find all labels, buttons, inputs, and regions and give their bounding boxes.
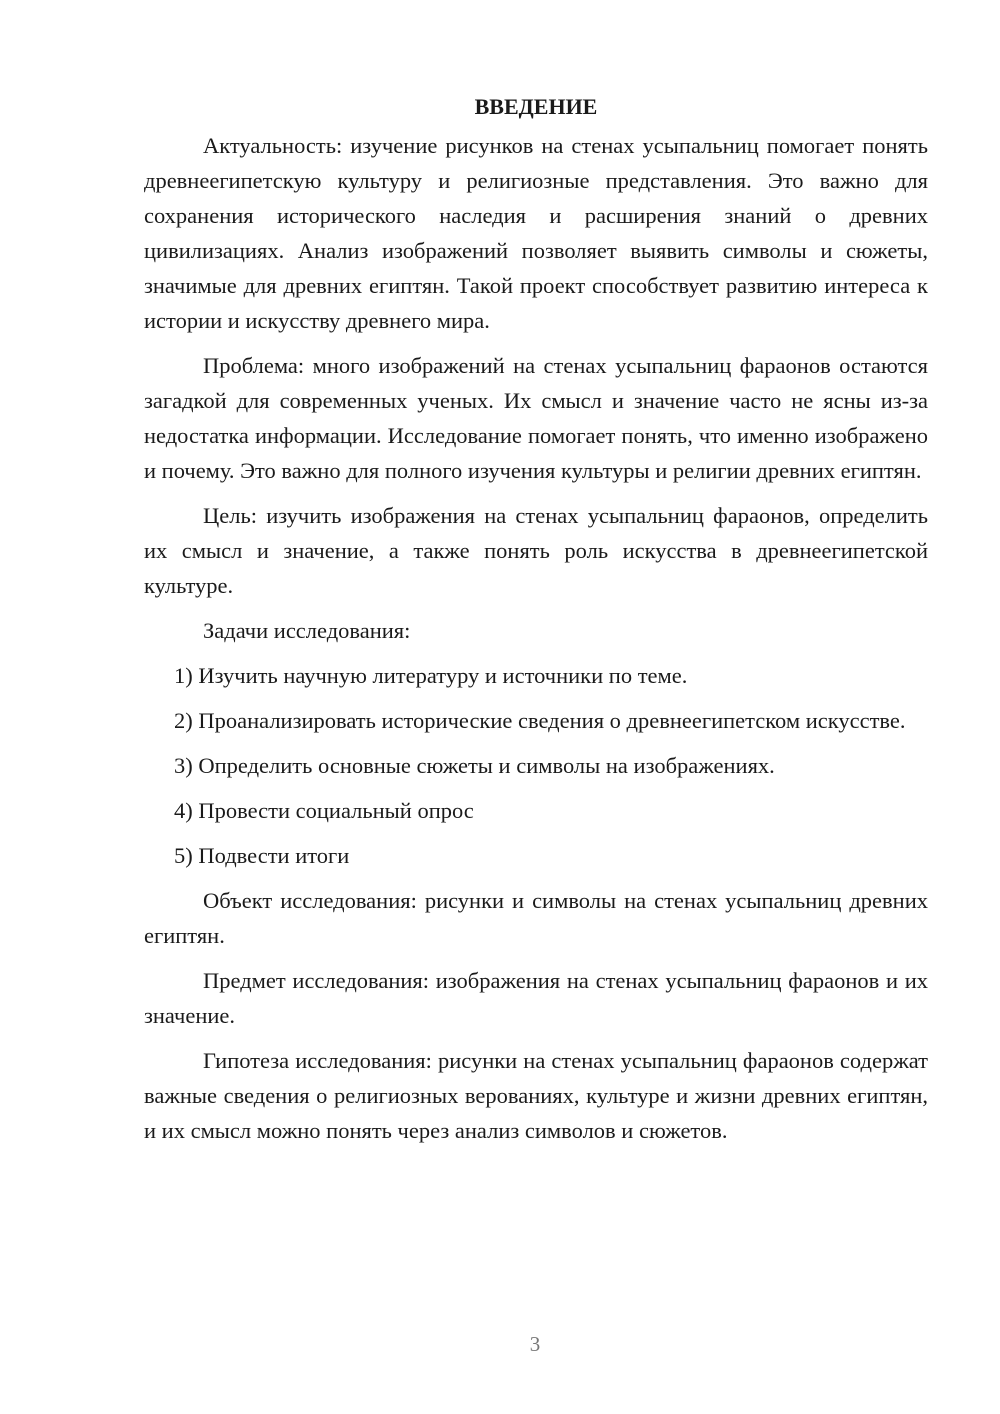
task-item-5: 5) Подвести итоги	[174, 843, 350, 868]
document-page	[144, 92, 928, 1158]
relevance-paragraph: Актуальность: изучение рисунков на стенах усыпальниц помогает понять древнеегипетскую культуру и религиозные представления. Это важно для сохранения исторического наследия и расширения знаний о древних цивилизациях. Анализ изображений позволяет выявить символы и сюжеты, значимые для древних египтян. Такой проект способствует развитию интереса к истории и искусству древнего мира.	[144, 133, 928, 333]
task-item-1: 1) Изучить научную литературу и источники по теме.	[174, 663, 688, 688]
page-title: ВВЕДЕНИЕ	[474, 94, 598, 119]
page-number: 3	[529, 1332, 541, 1356]
subject-paragraph: Предмет исследования: изображения на стенах усыпальниц фараонов и их значение.	[144, 968, 928, 1028]
goal-paragraph: Цель: изучить изображения на стенах усыпальниц фараонов, определить их смысл и значение, а также понять роль искусства в древнеегипетской культуре.	[144, 503, 928, 598]
problem-paragraph: Проблема: много изображений на стенах усыпальниц фараонов остаются загадкой для современных ученых. Их смысл и значение часто не ясны из-за недостатка информации. Исследование помогает понять, что именно изображено и почему. Это важно для полного изучения культуры и религии древних египтян.	[144, 353, 928, 483]
tasks-heading: Задачи исследования:	[203, 618, 411, 643]
task-item-3: 3) Определить основные сюжеты и символы на изображениях.	[174, 753, 775, 778]
task-item-4: 4) Провести социальный опрос	[174, 798, 474, 823]
task-item-2: 2) Проанализировать исторические сведения о древнеегипетском искусстве.	[174, 708, 906, 733]
object-paragraph: Объект исследования: рисунки и символы на стенах усыпальниц древних египтян.	[144, 888, 928, 948]
hypothesis-paragraph: Гипотеза исследования: рисунки на стенах усыпальниц фараонов содержат важные сведения о религиозных верованиях, культуре и жизни древних египтян, и их смысл можно понять через анализ символов и сюжетов.	[144, 1048, 928, 1143]
